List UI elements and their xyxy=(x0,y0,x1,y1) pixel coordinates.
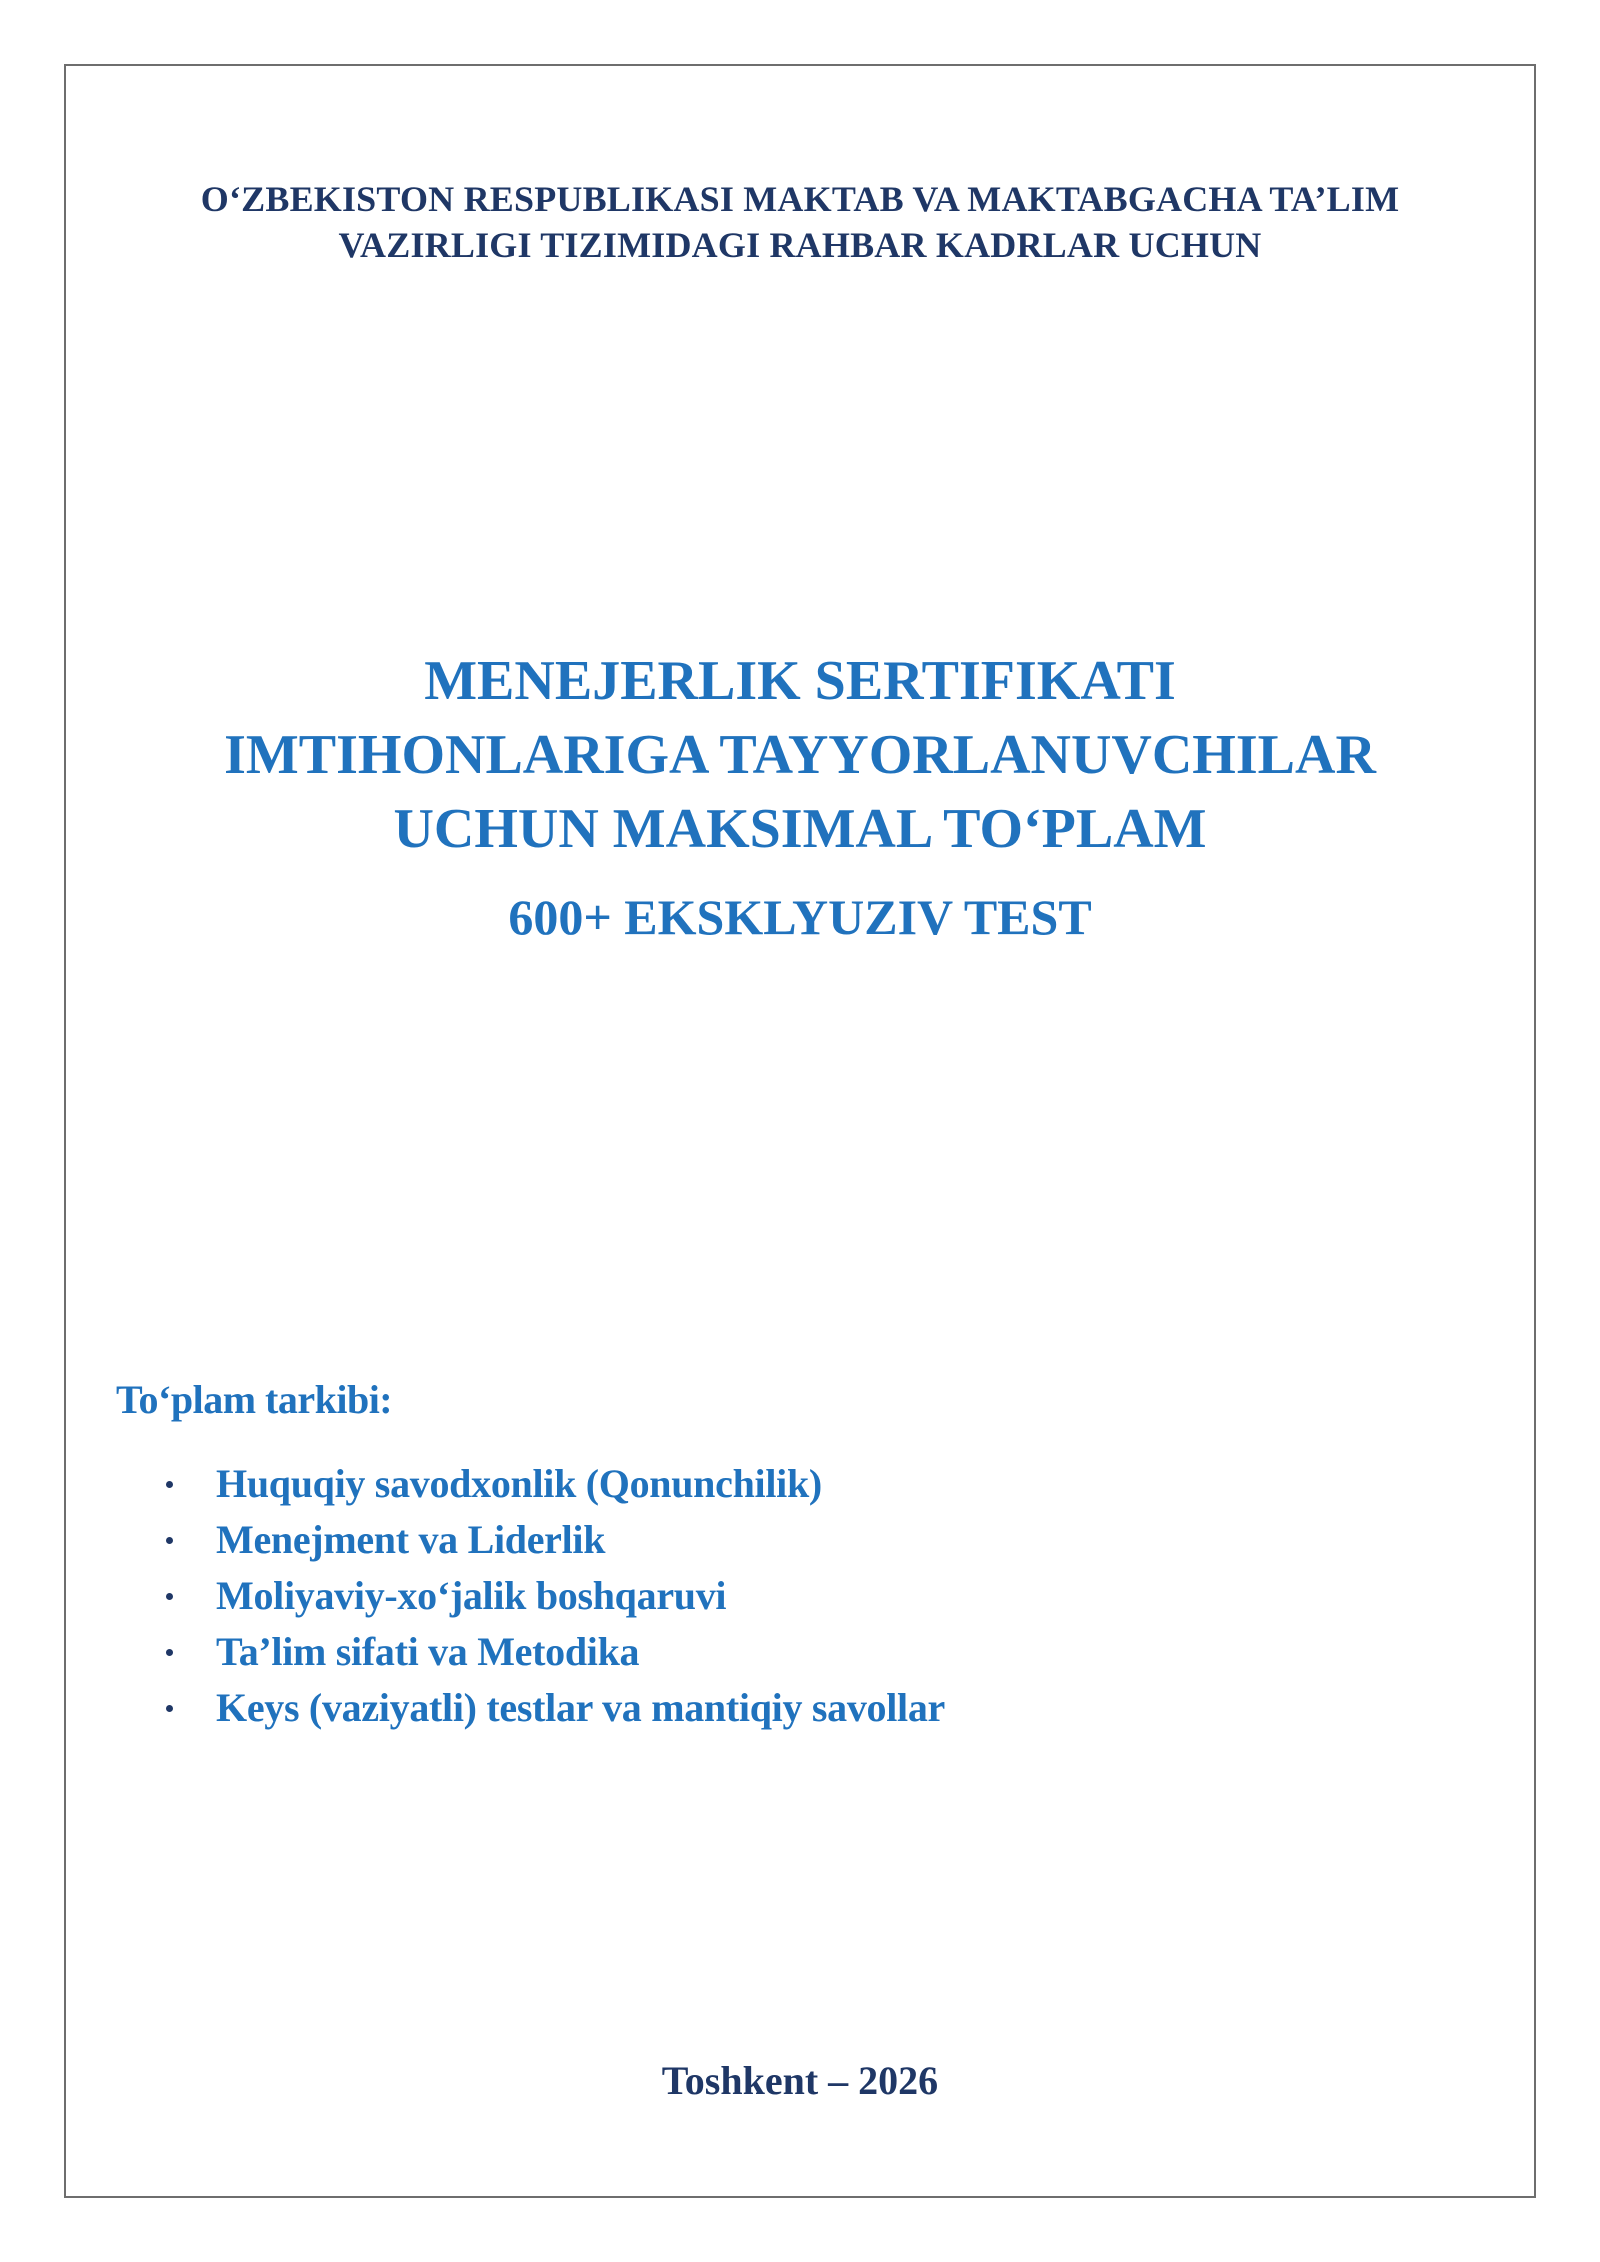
bullet-icon xyxy=(166,1705,173,1712)
list-item xyxy=(116,1624,945,1680)
list-item xyxy=(116,1680,945,1736)
list-item-label: Keys (vaziyatli) testlar va mantiqiy savollar xyxy=(216,1685,946,1730)
list-item-label: Menejment va Liderlik xyxy=(216,1517,606,1562)
list-item-label: Ta’lim sifati va Metodika xyxy=(216,1629,640,1674)
title-line-3: UCHUN MAKSIMAL TO‘PLAM xyxy=(393,798,1207,860)
list-item xyxy=(116,1512,945,1568)
contents-heading: To‘plam tarkibi: xyxy=(116,1377,393,1422)
document-title xyxy=(66,644,1534,952)
footer-place-year: Toshkent – 2026 xyxy=(661,2058,939,2103)
bullet-icon xyxy=(166,1481,173,1488)
ministry-header xyxy=(66,176,1534,268)
list-item xyxy=(116,1456,945,1512)
bullet-icon xyxy=(166,1593,173,1600)
contents-section xyxy=(116,1374,945,1736)
ministry-header-line-2: VAZIRLIGI TIZIMIDAGI RAHBAR KADRLAR UCHUN xyxy=(338,225,1262,265)
list-item-label: Moliyaviy-xo‘jalik boshqaruvi xyxy=(216,1573,727,1618)
bullet-icon xyxy=(166,1537,173,1544)
bullet-icon xyxy=(166,1649,173,1656)
title-line-2: IMTIHONLARIGA TAYYORLANUVCHILAR xyxy=(224,724,1376,786)
page-frame xyxy=(64,64,1536,2198)
contents-list xyxy=(116,1456,945,1736)
list-item xyxy=(116,1568,945,1624)
list-item-label: Huquqiy savodxonlik (Qonunchilik) xyxy=(216,1461,822,1506)
title-line-1: MENEJERLIK SERTIFIKATI xyxy=(424,650,1176,712)
ministry-header-line-1: O‘ZBEKISTON RESPUBLIKASI MAKTAB VA MAKTABGACHA TA’LIM xyxy=(200,179,1400,219)
document-subtitle: 600+ EKSKLYUZIV TEST xyxy=(508,889,1092,945)
